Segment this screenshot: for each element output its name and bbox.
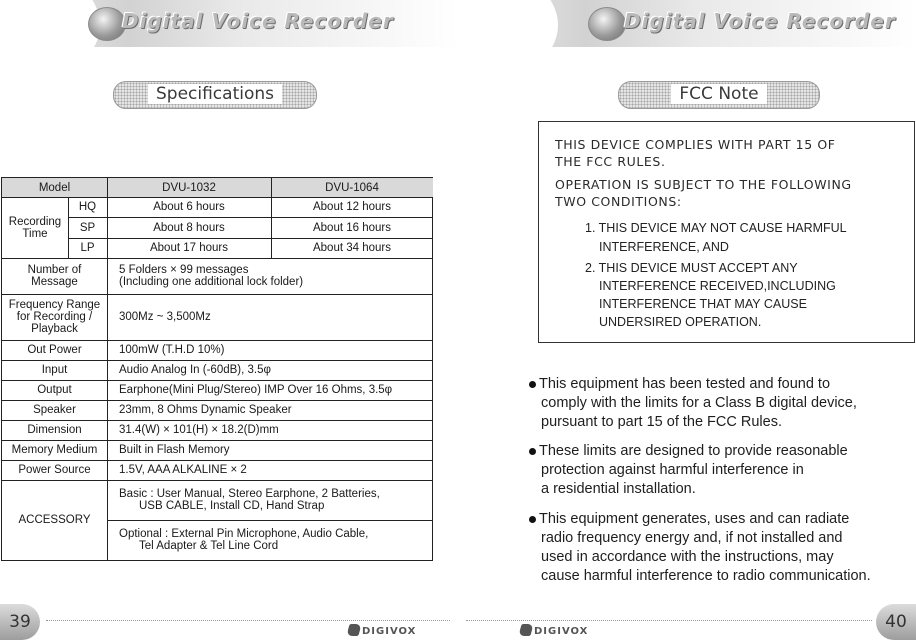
table-rule [2, 440, 433, 441]
mode-lp: LP [80, 242, 95, 254]
table-rule [2, 480, 433, 481]
fcc-condition-1-line-1: 1. THIS DEVICE MAY NOT CAUSE HARMFUL [585, 221, 847, 235]
bullet-2-line-1: These limits are designed to provide reasonable [539, 443, 848, 459]
fcc-condition-1-line-2: INTERFERENCE, AND [599, 240, 729, 254]
number-of-message-value: 5 Folders × 99 messages (Including one additional lock folder) [119, 264, 304, 288]
fcc-notice-box [538, 121, 915, 343]
bullet-dot-icon [529, 381, 536, 388]
mode-sp: SP [79, 221, 96, 234]
brand-title: Digital Voice Recorder [122, 9, 394, 33]
table-rule [2, 197, 433, 198]
frequency-range-value: 300Mz ~ 3,500Mz [119, 311, 211, 323]
accessory-basic-line-2: USB CABLE, Install CD, Hand Strap [139, 500, 325, 512]
fcc-condition-2-line-1: 2. THIS DEVICE MUST ACCEPT ANY [585, 261, 798, 275]
accessory-optional-line-2: Tel Adapter & Tel Line Cord [139, 540, 279, 552]
page-number-right: 40 [876, 604, 916, 640]
recorder-logo-icon [88, 7, 126, 41]
table-rule [2, 420, 433, 421]
table-rule [2, 360, 433, 361]
table-rule [2, 400, 433, 401]
table-rule [2, 258, 433, 259]
specifications-table [1, 177, 433, 561]
page-number-left: 39 [0, 604, 40, 640]
power-source-value: 1.5V, AAA ALKALINE × 2 [119, 464, 247, 476]
digivox-mark-icon [518, 624, 533, 636]
table-rule [107, 178, 108, 560]
accessory-optional [107, 520, 433, 560]
memory-medium-label: Memory Medium [11, 444, 98, 456]
bullet-dot-icon [529, 516, 536, 523]
fcc-condition-2-line-3: INTERFERENCE THAT MAY CAUSE [599, 297, 807, 311]
recorder-logo-icon [588, 7, 626, 41]
table-rule [2, 460, 433, 461]
footer-divider [466, 620, 872, 621]
speaker-label: Speaker [33, 404, 76, 416]
table-rule [107, 520, 433, 521]
lp-model-1: About 17 hours [149, 242, 228, 254]
recording-time-label: Recording Time [8, 215, 62, 240]
table-rule [271, 178, 272, 258]
accessory-basic [107, 480, 433, 520]
bullet-1-line-3: pursuant to part 15 of the FCC Rules. [541, 414, 782, 430]
accessory-optional-line-1: Optional : External Pin Microphone, Audio Cable, [119, 528, 369, 540]
accessory-basic-line-1: Basic : User Manual, Stereo Earphone, 2 Batteries, [119, 488, 380, 500]
bullet-1-line-1: This equipment has been tested and found to [539, 376, 831, 392]
banner-curve [0, 0, 100, 47]
fcc-note-title: FCC Note [671, 84, 766, 104]
digivox-logo-text: DIGIVOX [362, 626, 417, 637]
digivox-logo-text: DIGIVOX [534, 626, 589, 637]
fcc-note-heading [618, 81, 820, 109]
fcc-bullet-3 [529, 510, 909, 586]
power-source-label: Power Source [18, 464, 91, 476]
footer-divider [46, 620, 450, 621]
table-rule [68, 217, 433, 218]
lp-model-2: About 34 hours [312, 242, 391, 254]
bullet-1-line-2: comply with the limits for a Class B digital device, [541, 395, 857, 411]
fcc-line-1: THIS DEVICE COMPLIES WITH PART 15 OF [555, 137, 836, 152]
table-rule [2, 380, 433, 381]
header-model: Model [2, 178, 107, 197]
number-of-message-label: Number of Message [27, 264, 82, 288]
bullet-2-line-3: a residential installation. [541, 481, 696, 497]
frequency-range-label: Frequency Range for Recording / Playback [8, 299, 101, 335]
sp-model-1: About 8 hours [153, 221, 225, 234]
out-power-value: 100mW (T.H.D 10%) [119, 344, 225, 356]
fcc-line-4: TWO CONDITIONS: [555, 194, 682, 209]
bullet-3-line-2: radio frequency energy and, if not installed and [541, 530, 843, 546]
input-label: Input [41, 364, 68, 376]
banner-curve [458, 0, 558, 47]
output-label: Output [37, 384, 72, 396]
header-banner-left [0, 0, 458, 47]
digivox-logo-right [520, 624, 588, 640]
fcc-line-2: THE FCC RULES. [555, 154, 666, 169]
table-rule [68, 238, 433, 239]
dimension-value: 31.4(W) × 101(H) × 18.2(D)mm [119, 424, 279, 436]
digivox-mark-icon [346, 624, 361, 636]
memory-medium-value: Built in Flash Memory [119, 444, 230, 456]
accessory-label: ACCESSORY [18, 514, 91, 526]
fcc-condition-2-line-4: UNDERSIRED OPERATION. [599, 315, 762, 329]
bullet-dot-icon [529, 448, 536, 455]
bullet-2-line-2: protection against harmful interference in [541, 462, 804, 478]
speaker-value: 23mm, 8 Ohms Dynamic Speaker [119, 404, 292, 416]
bullet-3-line-1: This equipment generates, uses and can radiate [539, 511, 850, 527]
header-model-1: DVU-1032 [107, 178, 271, 197]
brand-title: Digital Voice Recorder [624, 9, 896, 33]
digivox-logo-left [348, 624, 416, 640]
table-rule [68, 197, 69, 258]
out-power-label: Out Power [27, 344, 82, 356]
bullet-3-line-3: used in accordance with the instructions, may [541, 549, 834, 565]
hq-model-1: About 6 hours [153, 201, 225, 213]
mode-hq: HQ [78, 201, 97, 213]
hq-model-2: About 12 hours [312, 201, 391, 213]
dimension-label: Dimension [27, 424, 82, 436]
fcc-bullet-2 [529, 442, 909, 499]
header-model-2: DVU-1064 [271, 178, 433, 197]
sp-model-2: About 16 hours [312, 221, 391, 234]
output-value: Earphone(Mini Plug/Stereo) IMP Over 16 Ohms, 3.5φ [119, 384, 393, 396]
specifications-title: Specifications [148, 84, 282, 104]
table-rule [2, 340, 433, 341]
bullet-3-line-4: cause harmful interference to radio communication. [541, 568, 871, 584]
fcc-line-3: OPERATION IS SUBJECT TO THE FOLLOWING [555, 177, 852, 192]
fcc-bullet-1 [529, 375, 909, 432]
table-rule [2, 294, 433, 295]
header-banner-right [458, 0, 916, 47]
fcc-condition-2-line-2: INTERFERENCE RECEIVED,INCLUDING [599, 279, 836, 293]
input-value: Audio Analog In (-60dB), 3.5φ [119, 364, 271, 376]
specifications-heading [113, 81, 317, 109]
